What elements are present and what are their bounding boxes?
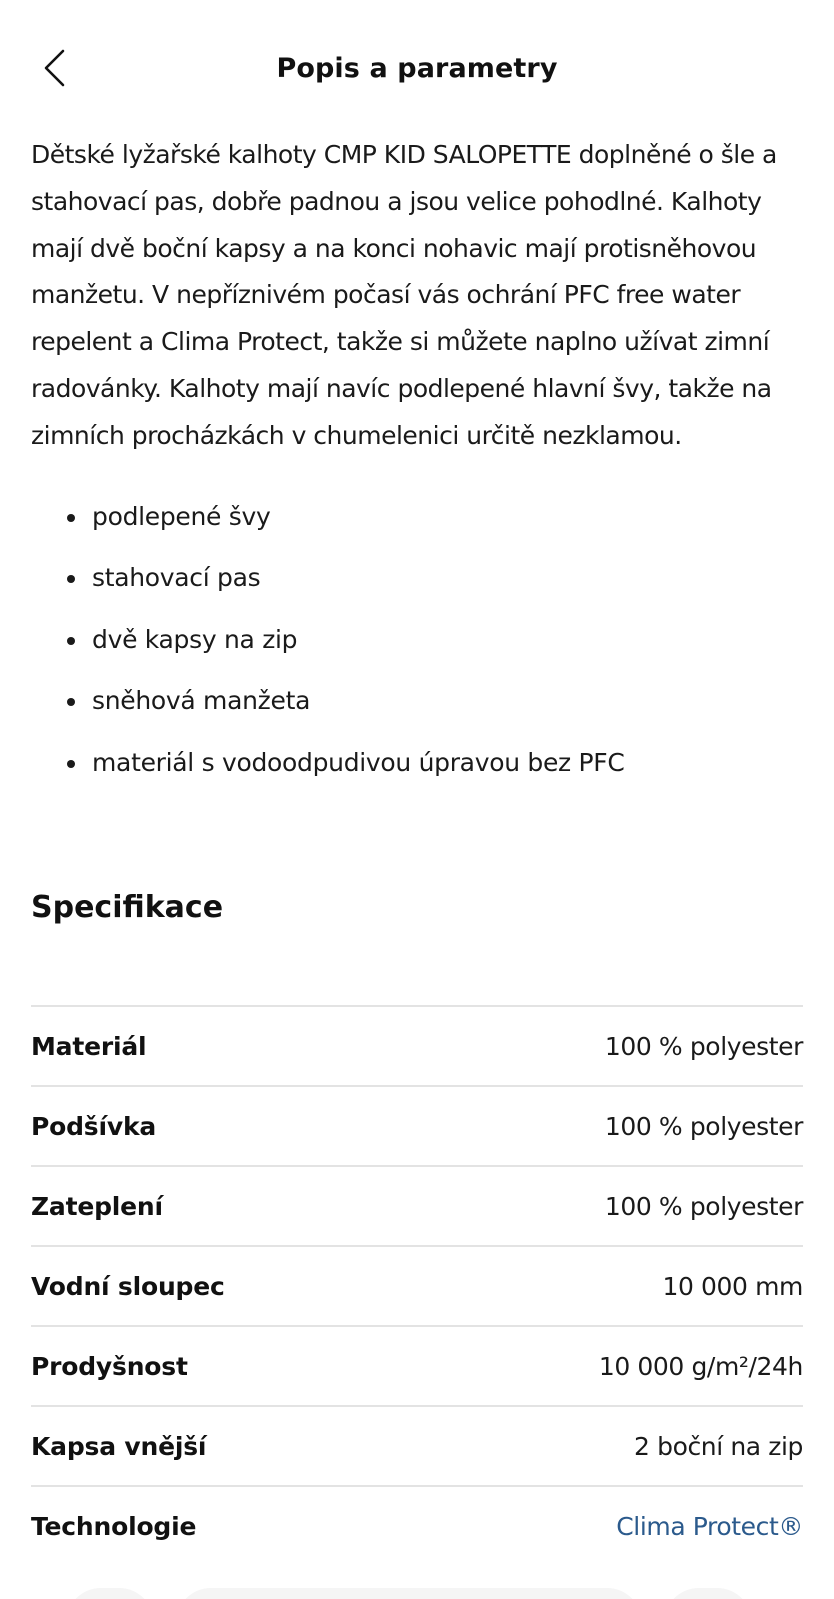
spec-row-technology (31, 1487, 803, 1565)
feature-item (31, 486, 803, 548)
feature-text: sněhová manžeta (92, 686, 311, 716)
technology-link[interactable]: Clima Protect® (616, 1511, 803, 1541)
feature-item (31, 609, 803, 671)
spec-row-lining (31, 1087, 803, 1167)
feature-item (31, 670, 803, 732)
spec-value: 100 % polyester (604, 1191, 803, 1221)
spec-label: Prodyšnost (31, 1351, 188, 1381)
feature-item (31, 547, 803, 609)
spec-label: Podšívka (31, 1111, 157, 1141)
feature-text: dvě kapsy na zip (92, 624, 298, 654)
bottom-button[interactable] (664, 1588, 752, 1599)
feature-text: stahovací pas (92, 563, 261, 593)
spec-label: Materiál (31, 1031, 147, 1061)
bullet-icon (67, 637, 75, 645)
header (0, 0, 834, 140)
bottom-action-bar (0, 1578, 834, 1599)
spec-row-material (31, 1007, 803, 1087)
spec-label: Zateplení (31, 1191, 163, 1221)
spec-label: Kapsa vnější (31, 1431, 207, 1461)
bullet-icon (67, 698, 75, 706)
spec-value: 10 000 mm (662, 1271, 803, 1301)
spec-value: 100 % polyester (604, 1031, 803, 1061)
feature-list (31, 486, 803, 794)
bullet-icon (67, 760, 75, 768)
spec-row-breathability (31, 1327, 803, 1407)
spec-label: Vodní sloupec (31, 1271, 225, 1301)
bullet-icon (67, 514, 75, 522)
spec-value: 10 000 g/m²/24h (598, 1351, 803, 1381)
bottom-primary-button[interactable] (176, 1588, 642, 1599)
bottom-button[interactable] (66, 1588, 154, 1599)
page-title: Popis a parametry (276, 53, 558, 84)
feature-text: podlepené švy (92, 501, 271, 531)
specs-table (31, 1005, 803, 1565)
spec-row-insulation (31, 1167, 803, 1247)
feature-item (31, 732, 803, 794)
spec-label: Technologie (31, 1511, 197, 1541)
spec-value: 2 boční na zip (634, 1431, 803, 1461)
description-text: Dětské lyžařské kalhoty CMP KID SALOPETTE doplněné o šle a stahovací pas, dobře padnou a jsou velice pohodlné. Kalhoty mají dvě boční kapsy a na konci nohavic mají protisněhovou manžetu. V nepříznivém počasí vás ochrání PFC free water repelent a Clima Protect, takže si můžete naplno užívat zimní radovánky. Kalhoty mají navíc podlepené hlavní švy, takže na zimních procházkách v chumelenici určitě nezklamou. (31, 140, 777, 450)
spec-row-water-column (31, 1247, 803, 1327)
specs-heading: Specifikace (31, 890, 224, 925)
spec-value: 100 % polyester (604, 1111, 803, 1141)
feature-text: materiál s vodoodpudivou úpravou bez PFC (92, 747, 625, 777)
spec-row-outer-pocket (31, 1407, 803, 1487)
product-description-section (31, 132, 803, 793)
bullet-icon (67, 575, 75, 583)
